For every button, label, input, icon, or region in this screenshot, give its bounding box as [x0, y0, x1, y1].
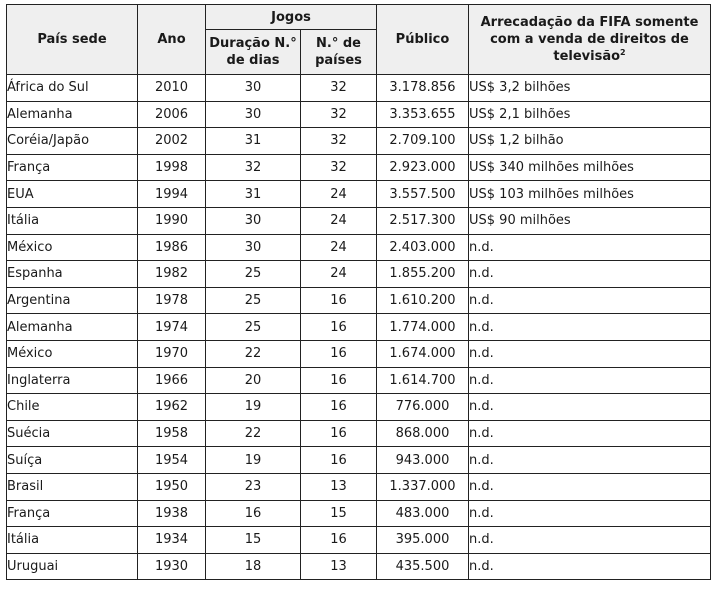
cell-teams: 13 — [301, 473, 377, 500]
cell-teams: 24 — [301, 207, 377, 234]
cell-year: 1974 — [138, 314, 206, 341]
cell-tv-revenue: US$ 90 milhões — [469, 207, 711, 234]
cell-year: 1930 — [138, 553, 206, 580]
cell-teams: 15 — [301, 500, 377, 527]
cell-attendance: 1.614.700 — [377, 367, 469, 394]
cell-attendance: 395.000 — [377, 527, 469, 554]
cell-host-country: Chile — [7, 394, 138, 421]
header-teams: N.° de países — [301, 30, 377, 75]
cell-year: 1934 — [138, 527, 206, 554]
cell-host-country: Espanha — [7, 261, 138, 288]
table-row — [7, 101, 711, 128]
cell-host-country: Alemanha — [7, 101, 138, 128]
cell-teams: 16 — [301, 447, 377, 474]
table-row — [7, 527, 711, 554]
cell-year: 1990 — [138, 207, 206, 234]
cell-attendance: 3.178.856 — [377, 75, 469, 102]
cell-host-country: França — [7, 154, 138, 181]
header-attendance: Público — [377, 5, 469, 75]
table-row — [7, 181, 711, 208]
cell-duration-days: 31 — [206, 128, 301, 155]
cell-year: 1962 — [138, 394, 206, 421]
table-row — [7, 420, 711, 447]
cell-host-country: Argentina — [7, 287, 138, 314]
cell-teams: 16 — [301, 527, 377, 554]
cell-teams: 32 — [301, 75, 377, 102]
cell-host-country: Itália — [7, 207, 138, 234]
cell-duration-days: 18 — [206, 553, 301, 580]
cell-year: 1970 — [138, 340, 206, 367]
cell-teams: 16 — [301, 287, 377, 314]
table-row — [7, 75, 711, 102]
cell-duration-days: 22 — [206, 340, 301, 367]
cell-year: 1986 — [138, 234, 206, 261]
cell-year: 1938 — [138, 500, 206, 527]
cell-tv-revenue: n.d. — [469, 553, 711, 580]
table-row — [7, 340, 711, 367]
cell-tv-revenue: n.d. — [469, 287, 711, 314]
cell-year: 1966 — [138, 367, 206, 394]
cell-tv-revenue: US$ 340 milhões milhões — [469, 154, 711, 181]
cell-attendance: 435.500 — [377, 553, 469, 580]
cell-tv-revenue: n.d. — [469, 473, 711, 500]
cell-attendance: 943.000 — [377, 447, 469, 474]
cell-attendance: 2.517.300 — [377, 207, 469, 234]
cell-teams: 16 — [301, 340, 377, 367]
table-row — [7, 553, 711, 580]
table-header — [7, 5, 711, 75]
cell-teams: 16 — [301, 394, 377, 421]
cell-host-country: México — [7, 340, 138, 367]
cell-attendance: 2.709.100 — [377, 128, 469, 155]
cell-tv-revenue: n.d. — [469, 234, 711, 261]
cell-duration-days: 25 — [206, 287, 301, 314]
cell-tv-revenue: US$ 3,2 bilhões — [469, 75, 711, 102]
cell-tv-revenue: n.d. — [469, 527, 711, 554]
cell-duration-days: 30 — [206, 207, 301, 234]
cell-attendance: 776.000 — [377, 394, 469, 421]
cell-host-country: México — [7, 234, 138, 261]
header-duration: Duração N.° de dias — [206, 30, 301, 75]
table-row — [7, 207, 711, 234]
cell-host-country: Inglaterra — [7, 367, 138, 394]
footnote-marker: 2 — [620, 48, 626, 57]
cell-host-country: Coréia/Japão — [7, 128, 138, 155]
table-body — [7, 75, 711, 580]
cell-duration-days: 30 — [206, 101, 301, 128]
header-revenue — [469, 5, 711, 75]
cell-year: 2002 — [138, 128, 206, 155]
cell-duration-days: 30 — [206, 234, 301, 261]
cell-host-country: Suécia — [7, 420, 138, 447]
cell-host-country: EUA — [7, 181, 138, 208]
header-host-country: País sede — [7, 5, 138, 75]
cell-attendance: 1.610.200 — [377, 287, 469, 314]
table-row — [7, 394, 711, 421]
table-row — [7, 287, 711, 314]
cell-tv-revenue: n.d. — [469, 367, 711, 394]
cell-tv-revenue: US$ 2,1 bilhões — [469, 101, 711, 128]
cell-attendance: 1.855.200 — [377, 261, 469, 288]
header-matches-group: Jogos — [206, 5, 377, 30]
cell-tv-revenue: n.d. — [469, 340, 711, 367]
table-row — [7, 234, 711, 261]
table-row — [7, 367, 711, 394]
cell-tv-revenue: US$ 1,2 bilhão — [469, 128, 711, 155]
cell-attendance: 868.000 — [377, 420, 469, 447]
table-row — [7, 447, 711, 474]
cell-year: 1954 — [138, 447, 206, 474]
cell-year: 1958 — [138, 420, 206, 447]
cell-host-country: Uruguai — [7, 553, 138, 580]
cell-duration-days: 19 — [206, 394, 301, 421]
cell-host-country: Alemanha — [7, 314, 138, 341]
cell-teams: 24 — [301, 234, 377, 261]
cell-tv-revenue: n.d. — [469, 261, 711, 288]
cell-attendance: 2.923.000 — [377, 154, 469, 181]
cell-tv-revenue: n.d. — [469, 500, 711, 527]
header-revenue-label: Arrecadação da FIFA somente com a venda de direitos de televisão — [480, 15, 699, 64]
cell-tv-revenue: n.d. — [469, 447, 711, 474]
cell-attendance: 2.403.000 — [377, 234, 469, 261]
cell-year: 1950 — [138, 473, 206, 500]
cell-tv-revenue: US$ 103 milhões milhões — [469, 181, 711, 208]
cell-attendance: 1.774.000 — [377, 314, 469, 341]
cell-year: 1982 — [138, 261, 206, 288]
table-row — [7, 473, 711, 500]
world-cup-table — [6, 4, 711, 580]
cell-attendance: 3.353.655 — [377, 101, 469, 128]
cell-duration-days: 25 — [206, 261, 301, 288]
cell-duration-days: 15 — [206, 527, 301, 554]
table-row — [7, 314, 711, 341]
cell-tv-revenue: n.d. — [469, 394, 711, 421]
cell-year: 1978 — [138, 287, 206, 314]
cell-duration-days: 31 — [206, 181, 301, 208]
cell-duration-days: 32 — [206, 154, 301, 181]
cell-host-country: África do Sul — [7, 75, 138, 102]
cell-duration-days: 23 — [206, 473, 301, 500]
cell-duration-days: 22 — [206, 420, 301, 447]
cell-duration-days: 20 — [206, 367, 301, 394]
cell-duration-days: 16 — [206, 500, 301, 527]
cell-attendance: 483.000 — [377, 500, 469, 527]
cell-year: 1998 — [138, 154, 206, 181]
header-year: Ano — [138, 5, 206, 75]
cell-host-country: Brasil — [7, 473, 138, 500]
cell-teams: 32 — [301, 128, 377, 155]
table-row — [7, 500, 711, 527]
cell-attendance: 3.557.500 — [377, 181, 469, 208]
cell-duration-days: 30 — [206, 75, 301, 102]
cell-teams: 32 — [301, 154, 377, 181]
table-row — [7, 261, 711, 288]
cell-year: 2006 — [138, 101, 206, 128]
cell-teams: 16 — [301, 420, 377, 447]
cell-host-country: Suíça — [7, 447, 138, 474]
table-row — [7, 154, 711, 181]
cell-duration-days: 19 — [206, 447, 301, 474]
cell-year: 2010 — [138, 75, 206, 102]
cell-teams: 32 — [301, 101, 377, 128]
cell-host-country: França — [7, 500, 138, 527]
cell-duration-days: 25 — [206, 314, 301, 341]
cell-attendance: 1.674.000 — [377, 340, 469, 367]
cell-teams: 24 — [301, 261, 377, 288]
cell-host-country: Itália — [7, 527, 138, 554]
table-row — [7, 128, 711, 155]
cell-teams: 16 — [301, 367, 377, 394]
cell-attendance: 1.337.000 — [377, 473, 469, 500]
cell-tv-revenue: n.d. — [469, 314, 711, 341]
cell-year: 1994 — [138, 181, 206, 208]
cell-teams: 24 — [301, 181, 377, 208]
cell-teams: 16 — [301, 314, 377, 341]
cell-teams: 13 — [301, 553, 377, 580]
cell-tv-revenue: n.d. — [469, 420, 711, 447]
